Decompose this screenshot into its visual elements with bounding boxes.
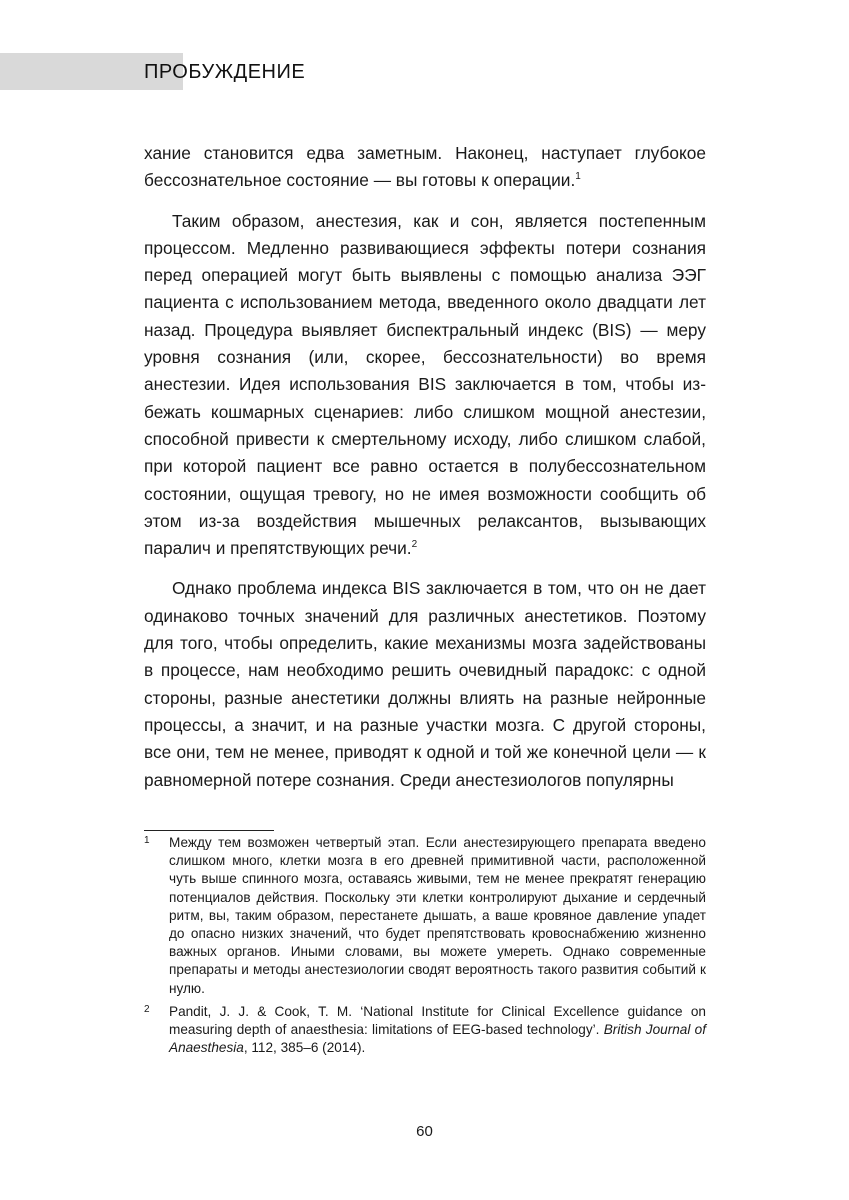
- paragraph-2: [144, 208, 706, 563]
- footnote-2-journal: British Journal of Anaesthesia: [169, 1022, 706, 1056]
- page-number: 60: [416, 1123, 433, 1140]
- footnote-divider: [144, 830, 274, 831]
- paragraph-1-text: хание становится едва заметным. Наконец, наступает глубокое бессознательное состояние — вы готовы к операции.: [144, 143, 706, 191]
- running-head: ПРОБУЖДЕНИЕ: [144, 61, 306, 83]
- footnote-2-text: [169, 1003, 706, 1058]
- footnote-1-text: Между тем возможен четвертый этап. Если анестезирующего препарата введено слишком много, клетки мозга в его древней примитивной части, расположенной чуть выше спинного мозга, оставаясь живыми, тем не менее прекратят генерацию потенциалов действия. Поскольку эти клетки контролируют дыхание и сердечный ритм, вы, таким образом, перестанете дышать, а ваше кровяное давление упадет до опасно низких значений, что будет препятствовать кровоснабжению жизненно важных органов. Иными словами, вы можете умереть. Однако современные препараты и методы анестезиологии сводят вероятность такого развития событий к нулю.: [169, 835, 706, 996]
- footnote-2: [144, 1003, 706, 1058]
- footnote-2-authors: Pandit, J. J. & Cook, T. M. ‘National Institute for Clinical Excellence guidance on measuring depth of anaesthesia: limitations of EEG-based technology’.: [169, 1003, 706, 1038]
- body-text: [144, 140, 706, 794]
- footnote-1: [144, 834, 706, 998]
- footnote-1-number: 1: [144, 835, 150, 846]
- paragraph-2-text: Таким образом, анестезия, как и сон, является постепенным процессом. Медленно развивающиеся эффекты потери сознания перед операцией могут быть выявлены с помощью анализа ЭЭГ пациента с использованием метода, введенного около двадцати лет назад. Процедура выявляет биспектральный индекс (BIS) — меру уровня сознания (или, скорее, бессознательности) во время анестезии. Идея использования BIS заключается в том, чтобы избежать кошмарных сценариев: либо слишком мощной анестезии, способной привести к смертельному исходу, либо слишком слабой, при которой пациент все равно остается в полубессознательном состоянии, ощущая тревогу, но не имея возможности сообщить об этом из-за воздействия мышечных релаксантов, вызывающих паралич и препятствующих речи.: [144, 210, 706, 559]
- footnote-ref-1[interactable]: 1: [575, 171, 581, 183]
- footnote-2-details: , 112, 385–6 (2014).: [243, 1040, 366, 1056]
- footnote-2-number: 2: [144, 1003, 150, 1015]
- footnote-ref-2[interactable]: 2: [411, 539, 418, 551]
- paragraph-1: [144, 140, 706, 195]
- footnotes: [144, 834, 706, 1062]
- paragraph-3: Однако проблема индекса BIS заключается в том, что он не дает одинаково точных значений для различных анестетиков. Поэтому для того, чтобы определить, какие механизмы мозга задействованы в процессе, нам необходимо решить очевидный парадокс: с одной стороны, разные анестетики должны влиять на разные нейронные процессы, а значит, и на разные участки мозга. С другой стороны, все они, тем не менее, приводят к одной и той же конечной цели — к равномерной потере сознания. Среди анестезиологов популярны: [144, 578, 706, 790]
